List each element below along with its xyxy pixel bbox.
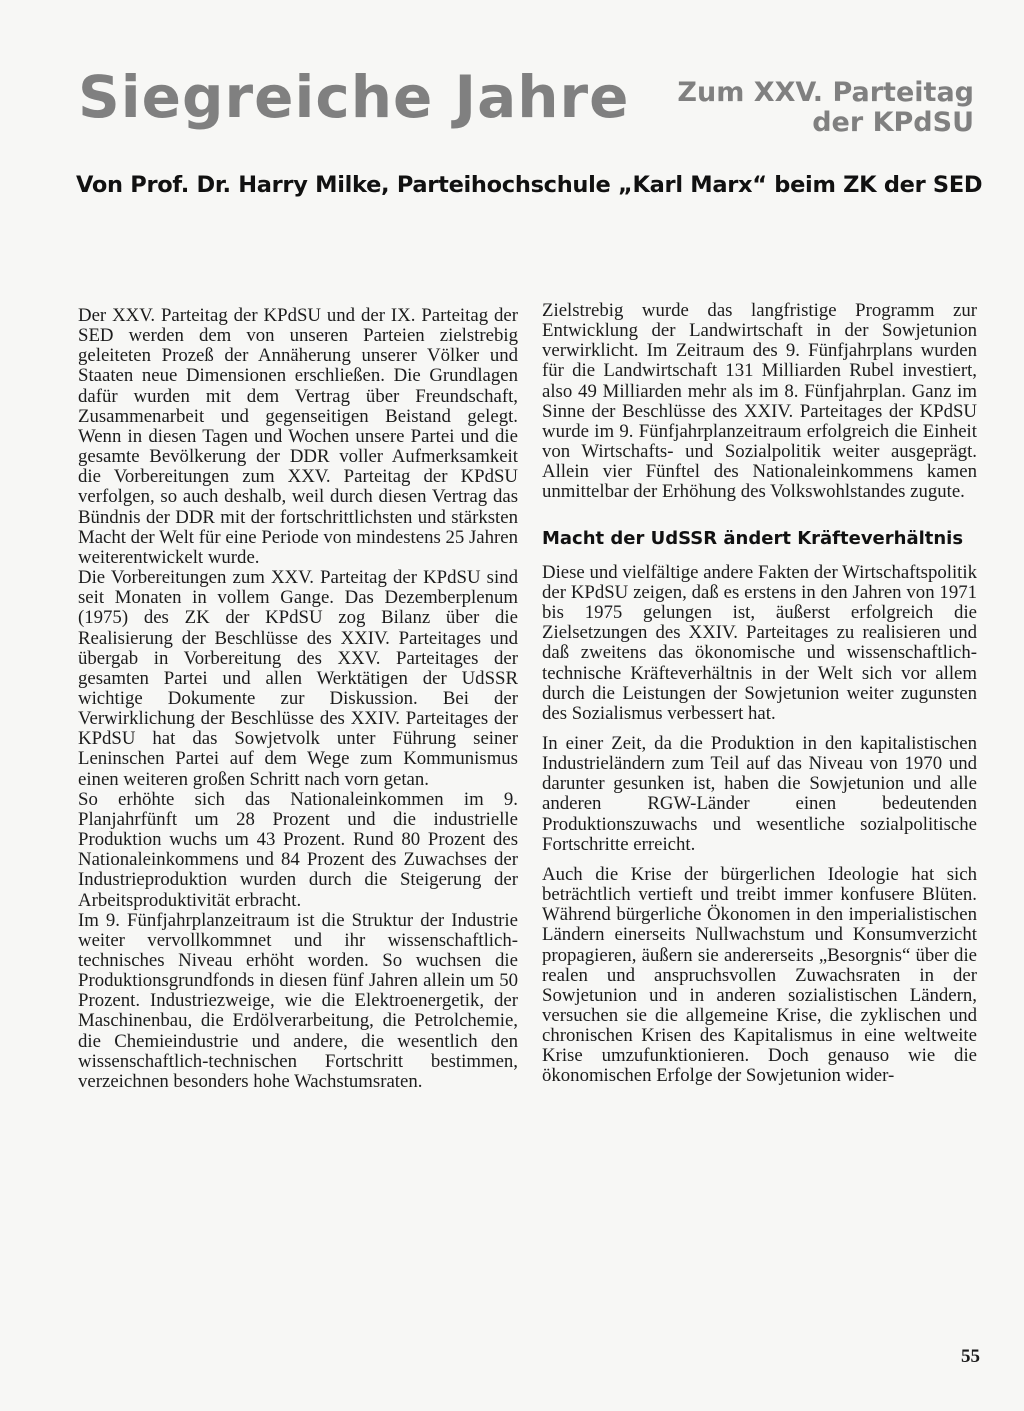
kicker-line-1: Zum XXV. Parteitag — [677, 77, 974, 108]
paragraph: Im 9. Fünfjahrplanzeitraum ist die Struktur der Industrie weiter vervollkommnet und ihr wissenschaftlich-technisches Niveau erhöht worden. So wuchsen die Produktionsgrundfonds in diesen fünf Jahren allein um 50 Prozent. Industriezweige, wie die Elektroenergetik, der Maschinenbau, die Erdölverarbeitung, die Petrolchemie, die Chemieindustrie und andere, die wesentlich den wissenschaftlich-technischen Fortschritt bestimmen, verzeichnen besonders hohe Wachstumsraten. — [78, 909, 518, 1092]
section-heading: Macht der UdSSR ändert Kräfteverhältnis — [542, 527, 964, 549]
paragraph: Der XXV. Parteitag der KPdSU und der IX. Parteitag der SED werden dem von unseren Parteien zielstrebig geleiteten Prozeß der Annäherung unserer Völker und Staaten neue Dimensionen erschließen. Die Grundlagen dafür wurden mit dem Vertrag über Freundschaft, Zusammenarbeit und gegenseitigen Beistand gelegt. Wenn in diesen Tagen und Wochen unsere Partei und die gesamte Bevölkerung der DDR voller Aufmerksamkeit die Vorbereitungen zum XXV. Parteitag der KPdSU verfolgen, so auch deshalb, weil durch diesen Vertrag das Bündnis der DDR mit der fortschrittlichsten und stärksten Macht der Welt für eine Periode von mindestens 25 Jahren weiterentwickelt wurde. — [78, 305, 518, 568]
paragraph: So erhöhte sich das Nationaleinkommen im 9. Planjahrfünft um 28 Prozent und die industrielle Produktion wuchs um 43 Prozent. Rund 80 Prozent des Nationaleinkommens und 84 Prozent des Zuwachses der Industrieproduktion wurden durch die Steigerung der Arbeitsproduktivität erbracht. — [78, 788, 518, 911]
paragraph: Die Vorbereitungen zum XXV. Parteitag der KPdSU sind seit Monaten in vollem Gange. Das Dezemberplenum (1975) des ZK der KPdSU zog Bilanz über die Realisierung der Beschlüsse des XXIV. Parteitages und übergab in Vorbereitung des XXV. Parteitages der gesamten Partei und allen Werktätigen der UdSSR wichtige Dokumente zur Diskussion. Bei der Verwirklichung der Beschlüsse des XXIV. Parteitages der KPdSU hat das Sowjetvolk unter Führung seiner Leninschen Partei auf dem Wege zum Kommunismus einen weiteren großen Schritt nach vorn getan. — [78, 567, 518, 790]
left-column — [78, 306, 518, 1092]
author-byline: Von Prof. Dr. Harry Milke, Parteihochschule „Karl Marx“ beim ZK der SED — [76, 172, 983, 198]
kicker-line-2: der KPdSU — [812, 107, 974, 138]
paragraph: Auch die Krise der bürgerlichen Ideologie hat sich beträchtlich vertieft und treibt immer konfusere Blüten. Während bürgerliche Ökonomen in den imperialistischen Ländern einerseits Nullwachstum und Konsumverzicht propagieren, äußern sie andererseits „Besorgnis“ über die realen und anspruchsvollen Zuwachsraten in der Sowjetunion und in anderen sozialistischen Ländern, versuchen sie die allgemeine Krise, die zyklischen und chronischen Krisen des Kapitalismus in eine weltweite Krise umzufunktionieren. Doch genauso wie die ökonomischen Erfolge der Sowjetunion wider- — [542, 863, 977, 1087]
right-column — [542, 301, 977, 1087]
paragraph: Zielstrebig wurde das langfristige Programm zur Entwicklung der Landwirtschaft in der Sowjetunion verwirklicht. Im Zeitraum des 9. Fünfjahrplans wurden für die Landwirtschaft 131 Milliarden Rubel investiert, also 49 Milliarden mehr als im 8. Fünfjahrplan. Ganz im Sinne der Beschlüsse des XXIV. Parteitages der KPdSU wurde im 9. Fünfjahrplanzeitraum erfolgreich die Einheit von Wirtschafts- und Sozialpolitik weiter ausgeprägt. Allein vier Fünftel des Nationaleinkommens kamen unmittelbar der Erhöhung des Volkswohlstandes zugute. — [542, 300, 977, 503]
article-title: Siegreiche Jahre — [78, 63, 630, 131]
paragraph: Diese und vielfältige andere Fakten der Wirtschaftspolitik der KPdSU zeigen, daß es erstens in den Jahren von 1971 bis 1975 gelungen ist, äußerst erfolgreich die Zielsetzungen des XXIV. Parteitages zu realisieren und daß zweitens das ökonomische und wissenschaftlich-technische Kräfteverhältnis in der Welt sich vor allem durch die Leistungen der Sowjetunion weiter zugunsten des Sozialismus verbessert hat. — [542, 561, 977, 724]
article-kicker — [644, 78, 974, 138]
paragraph: In einer Zeit, da die Produktion in den kapitalistischen Industrieländern zum Teil auf das Niveau von 1970 und darunter gesunken ist, haben die Sowjetunion und alle anderen RGW-Länder einen bedeutenden Produktionszuwachs und wesentliche sozialpolitische Fortschritte erreicht. — [542, 732, 977, 855]
page-number: 55 — [961, 1346, 980, 1367]
